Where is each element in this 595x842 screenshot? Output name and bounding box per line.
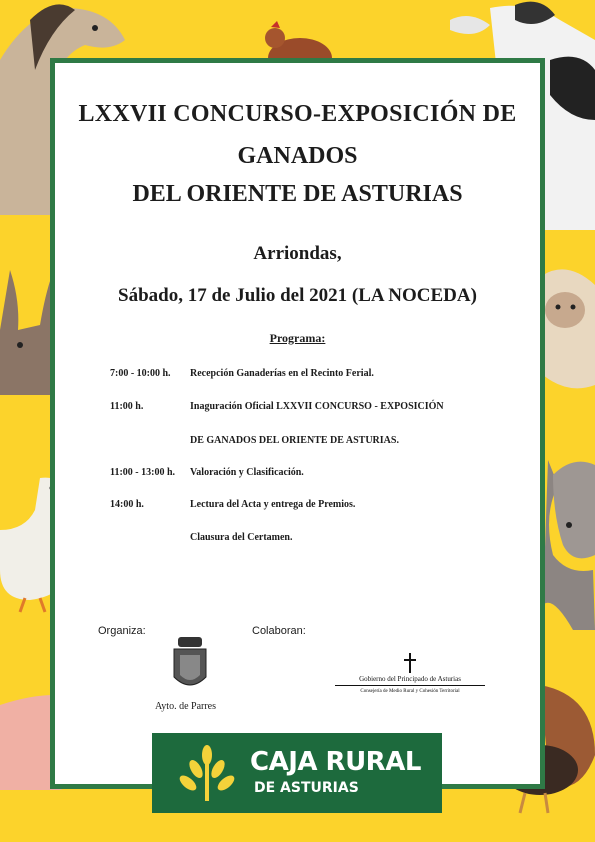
rabbit-icon bbox=[0, 270, 52, 395]
programa-item bbox=[110, 401, 444, 412]
programa-time: 11:00 h. bbox=[110, 401, 144, 412]
consejeria-name: Consejería de Medio Rural y Cohesión Territorial bbox=[360, 689, 460, 694]
caja-rural-banner bbox=[152, 733, 442, 813]
programa-text-continued: Clausura del Certamen. bbox=[190, 532, 293, 543]
programa-item bbox=[110, 368, 374, 379]
programa-text-continued: DE GANADOS DEL ORIENTE DE ASTURIAS. bbox=[190, 435, 399, 446]
title-line-2: GANADOS bbox=[237, 143, 358, 169]
ayto-label: Ayto. de Parres bbox=[155, 701, 217, 712]
programa-time: 14:00 h. bbox=[110, 499, 144, 510]
programa-text: Valoración y Clasificación. bbox=[190, 467, 304, 478]
event-date: Sábado, 17 de Julio del 2021 (LA NOCEDA) bbox=[118, 285, 477, 306]
gobierno-logo bbox=[335, 653, 485, 703]
programa-item bbox=[110, 467, 304, 478]
organiza-label: Organiza: bbox=[98, 625, 146, 637]
title-line-3: DEL ORIENTE DE ASTURIAS bbox=[132, 181, 463, 207]
gobierno-name: Gobierno del Principado de Asturias bbox=[335, 675, 485, 686]
sheep-icon bbox=[543, 265, 595, 405]
crest-icon bbox=[170, 635, 210, 695]
bank-subtitle: DE ASTURIAS bbox=[254, 780, 359, 796]
asturias-cross-icon bbox=[403, 653, 417, 673]
poster-panel bbox=[50, 58, 545, 789]
event-place: Arriondas, bbox=[253, 243, 342, 264]
programa-text: Recepción Ganaderías en el Recinto Ferial. bbox=[190, 368, 374, 379]
wheat-logo-icon bbox=[172, 741, 242, 805]
programa-time: 11:00 - 13:00 h. bbox=[110, 467, 175, 478]
bank-name: CAJA RURAL bbox=[250, 747, 421, 777]
title-line-1: LXXVII CONCURSO-EXPOSICIÓN DE bbox=[78, 101, 517, 127]
programa-text: Lectura del Acta y entrega de Premios. bbox=[190, 499, 356, 510]
programa-time: 7:00 - 10:00 h. bbox=[110, 368, 171, 379]
programa-item bbox=[110, 499, 355, 510]
colaboran-label: Colaboran: bbox=[252, 625, 306, 637]
donkey-icon bbox=[543, 455, 595, 630]
programa-heading: Programa: bbox=[269, 331, 326, 345]
programa-text: Inaguración Oficial LXXVII CONCURSO - EXPOSICIÓN bbox=[190, 401, 444, 412]
